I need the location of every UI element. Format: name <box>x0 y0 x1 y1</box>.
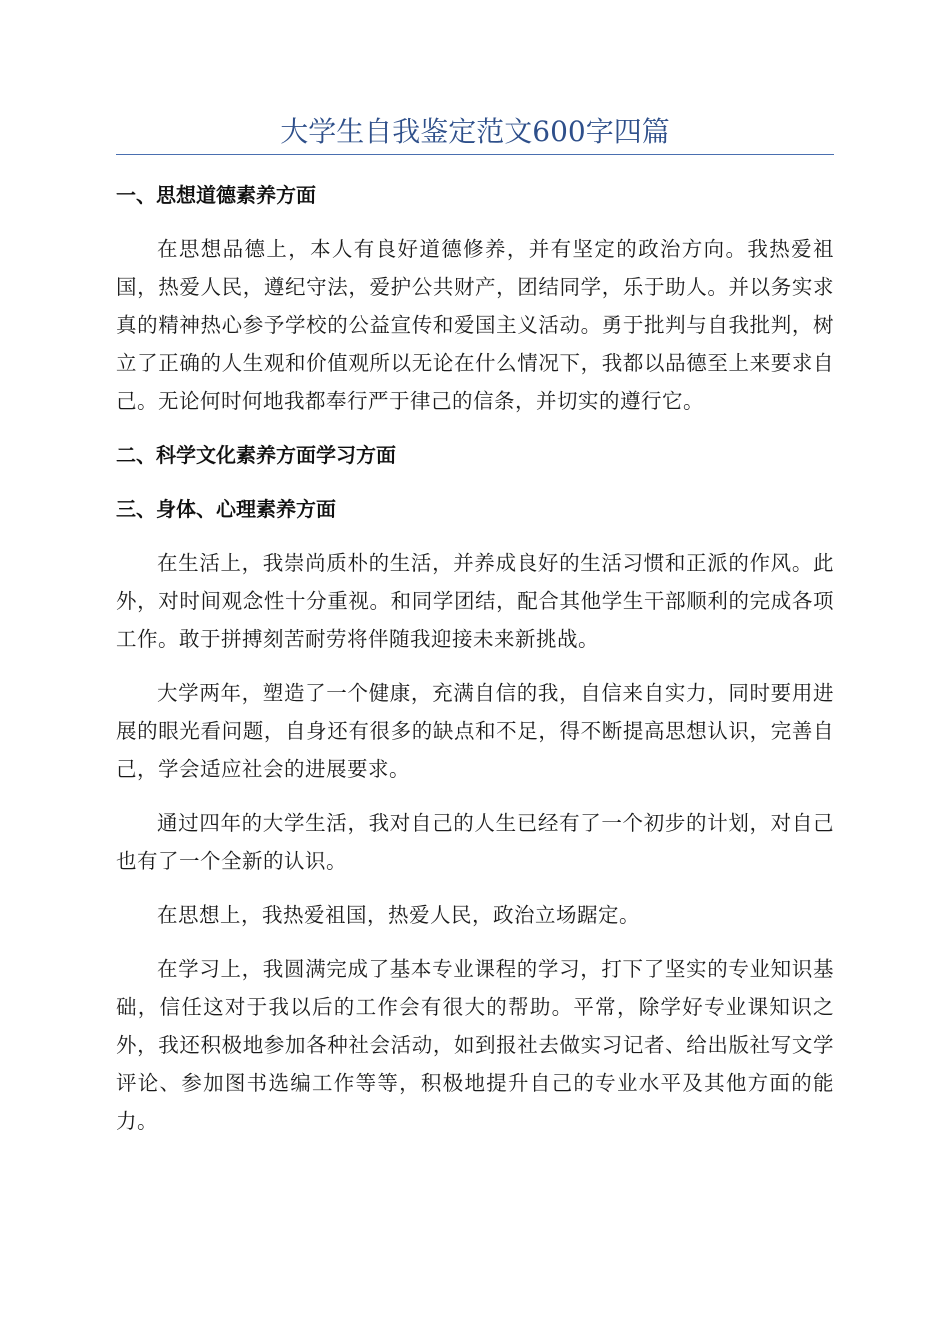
document-body <box>116 176 834 1156</box>
paragraph-life: 在生活上，我崇尚质朴的生活，并养成良好的生活习惯和正派的作风。此外，对时间观念性十分重视。和同学团结，配合其他学生干部顺利的完成各项工作。敢于拼搏刻苦耐劳将伴随我迎接未来新挑战。 <box>116 551 834 651</box>
title-underline <box>116 154 834 155</box>
section-heading-body-mind: 三、身体、心理素养方面 <box>116 497 336 521</box>
paragraph-thought: 在思想上，我热爱祖国，热爱人民，政治立场踞定。 <box>157 903 640 927</box>
section-heading-science: 二、科学文化素养方面学习方面 <box>116 443 396 467</box>
paragraph-moral: 在思想品德上，本人有良好道德修养，并有坚定的政治方向。我热爱祖国，热爱人民，遵纪守法，爱护公共财产，团结同学，乐于助人。并以务实求真的精神热心参予学校的公益宣传和爱国主义活动。勇于批判与自我批判，树立了正确的人生观和价值观所以无论在什么情况下，我都以品德至上来要求自己。无论何时何地我都奉行严于律己的信条，并切实的遵行它。 <box>116 237 834 413</box>
paragraph-two-years: 大学两年，塑造了一个健康，充满自信的我，自信来自实力，同时要用进展的眼光看问题，自身还有很多的缺点和不足，得不断提高思想认识，完善自己，学会适应社会的进展要求。 <box>116 681 834 781</box>
section-heading-moral: 一、思想道德素养方面 <box>116 183 316 207</box>
document-title: 大学生自我鉴定范文600字四篇 <box>280 115 670 148</box>
paragraph-study: 在学习上，我圆满完成了基本专业课程的学习，打下了坚实的专业知识基础，信任这对于我以后的工作会有很大的帮助。平常，除学好专业课知识之外，我还积极地参加各种社会活动，如到报社去做实习记者、给出版社写文学评论、参加图书选编工作等等，积极地提升自己的专业水平及其他方面的能力。 <box>116 957 834 1133</box>
paragraph-four-years: 通过四年的大学生活，我对自己的人生已经有了一个初步的计划，对自己也有了一个全新的认识。 <box>116 811 834 873</box>
